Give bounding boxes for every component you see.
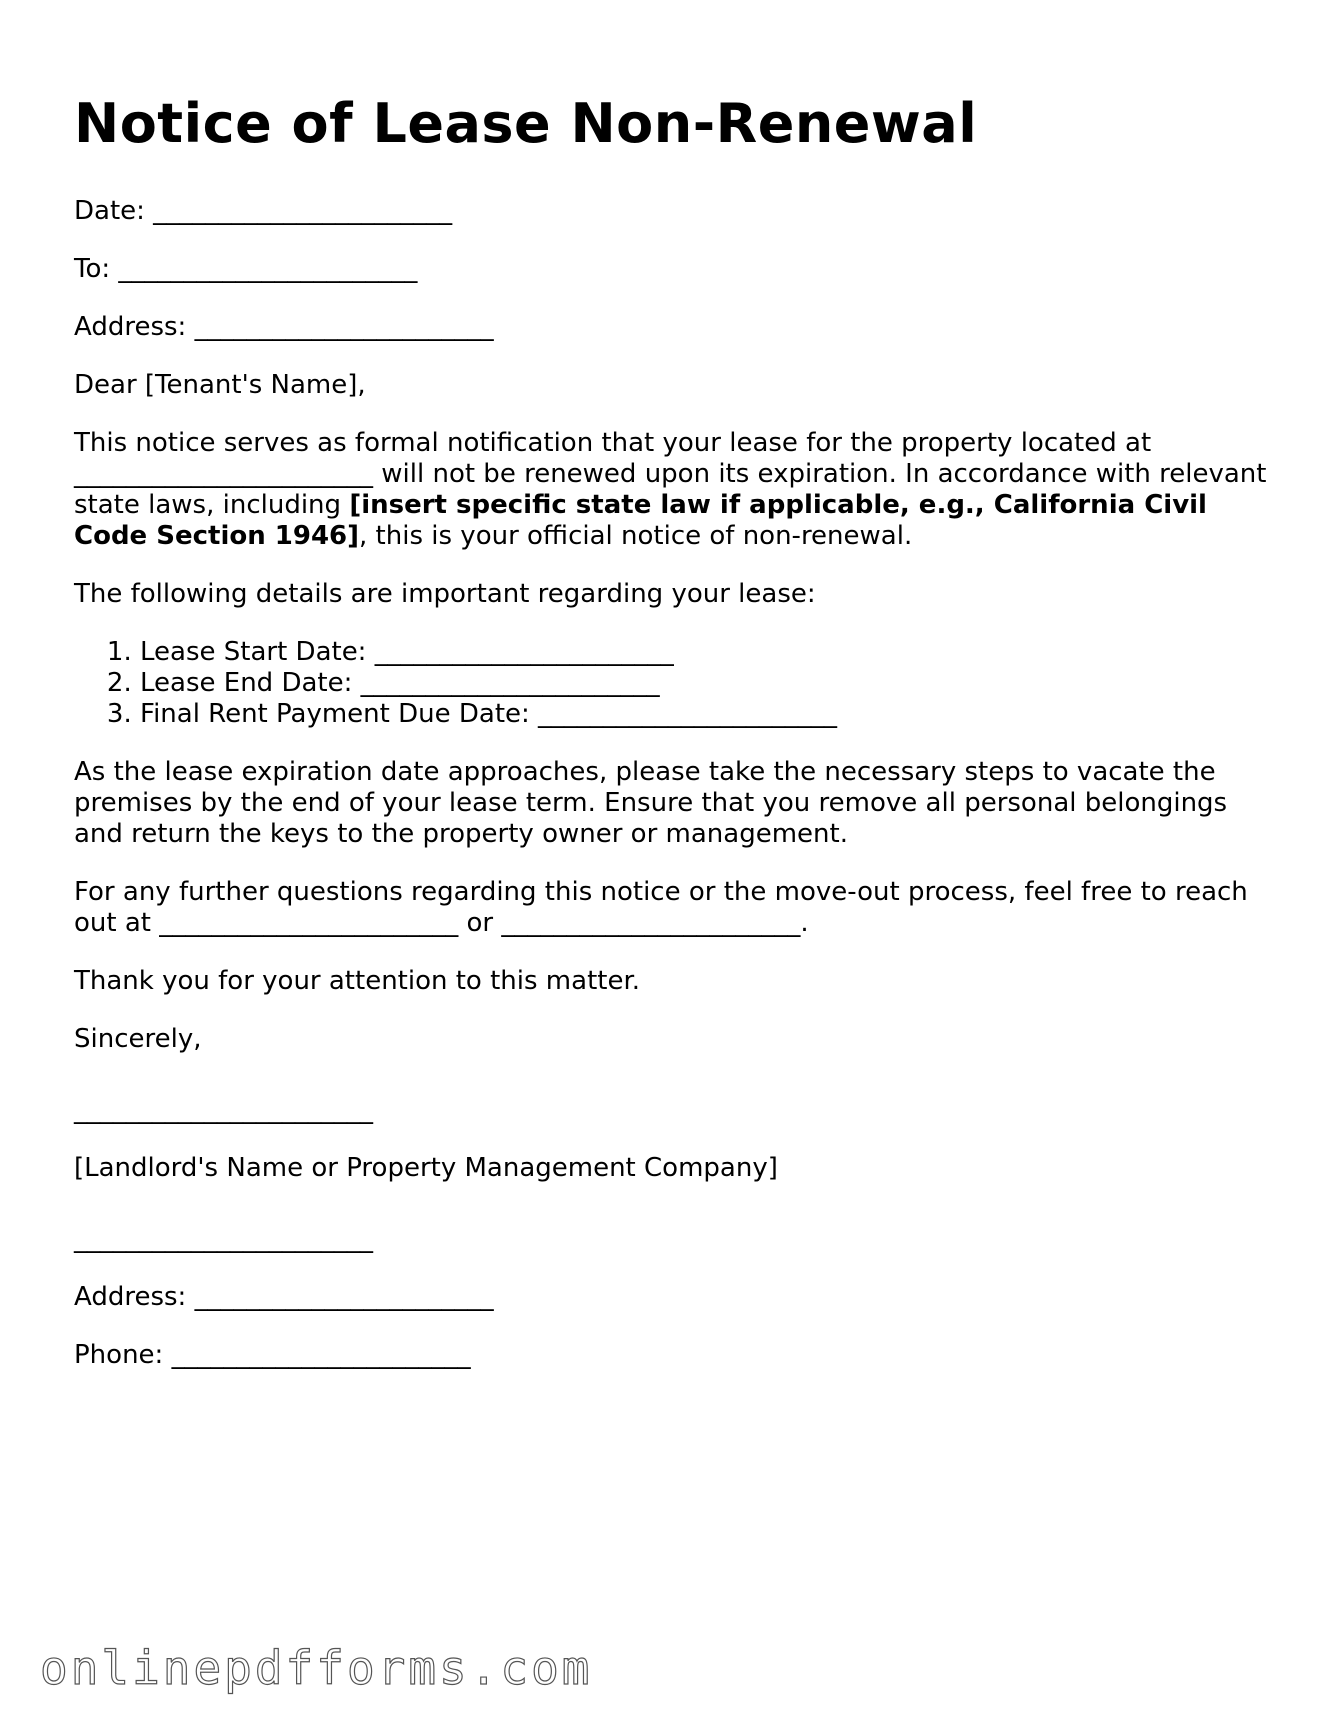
contact-paragraph (74, 877, 1274, 939)
landlord-phone-field (74, 1340, 1274, 1371)
list-item (140, 637, 1274, 668)
closing: Sincerely, (74, 1024, 202, 1054)
signature-line (74, 1095, 1274, 1126)
landlord-phone-blank[interactable] (172, 1340, 471, 1370)
landlord-phone-label: Phone: (74, 1340, 164, 1370)
lease-end-label: Lease End Date: (140, 668, 353, 698)
state-law-placeholder: [insert specific state law if applicable, e.g., California Civil Code Section 1946] (74, 490, 1207, 551)
notice-text-2: will not be renewed upon its expiration. In accordance with relevant state laws, including (74, 459, 1267, 520)
notice-text-1: This notice serves as formal notification that your lease for the property located at (74, 428, 1152, 458)
lease-end-blank[interactable] (361, 668, 660, 698)
document-page (74, 92, 1274, 1398)
date-blank[interactable] (153, 196, 452, 226)
list-item (140, 699, 1274, 730)
notice-paragraph (74, 428, 1274, 552)
date-field (74, 196, 1274, 227)
final-rent-label: Final Rent Payment Due Date: (140, 699, 530, 729)
salutation: Dear [Tenant's Name], (74, 370, 366, 400)
landlord-name-placeholder: [Landlord's Name or Property Management Company] (74, 1153, 778, 1183)
notice-text-3: , this is your official notice of non-renewal. (359, 521, 913, 551)
landlord-name-line (74, 1224, 1274, 1255)
contact-text: For any further questions regarding this notice or the move-out process, feel free to reach out at (74, 877, 1248, 938)
address-blank[interactable] (195, 312, 494, 342)
details-intro: The following details are important regarding your lease: (74, 579, 816, 609)
site-watermark: onlinepdfforms.com (40, 1641, 593, 1695)
signature-blank[interactable] (74, 1095, 373, 1125)
final-rent-blank[interactable] (538, 699, 837, 729)
date-label: Date: (74, 196, 145, 226)
to-blank[interactable] (118, 254, 417, 284)
landlord-address-blank[interactable] (195, 1282, 494, 1312)
address-label: Address: (74, 312, 187, 342)
landlord-address-field (74, 1282, 1274, 1313)
document-title: Notice of Lease Non-Renewal (74, 92, 978, 155)
list-item (140, 668, 1274, 699)
vacate-paragraph: As the lease expiration date approaches, please take the necessary steps to vacate the premises by the end of your lease term. Ensure that you remove all personal belongings and return the keys to the property owner or management. (74, 757, 1228, 849)
contact-blank-2[interactable] (501, 908, 800, 938)
property-address-blank[interactable] (74, 459, 373, 489)
contact-blank-1[interactable] (159, 908, 458, 938)
landlord-name-blank[interactable] (74, 1224, 373, 1254)
landlord-address-label: Address: (74, 1282, 187, 1312)
lease-details-list (74, 637, 1274, 730)
thank-you: Thank you for your attention to this matter. (74, 966, 641, 996)
address-field (74, 312, 1274, 343)
to-field (74, 254, 1274, 285)
lease-start-label: Lease Start Date: (140, 637, 367, 667)
contact-or: or (466, 908, 494, 938)
to-label: To: (74, 254, 111, 284)
lease-start-blank[interactable] (375, 637, 674, 667)
contact-period: . (800, 908, 809, 938)
